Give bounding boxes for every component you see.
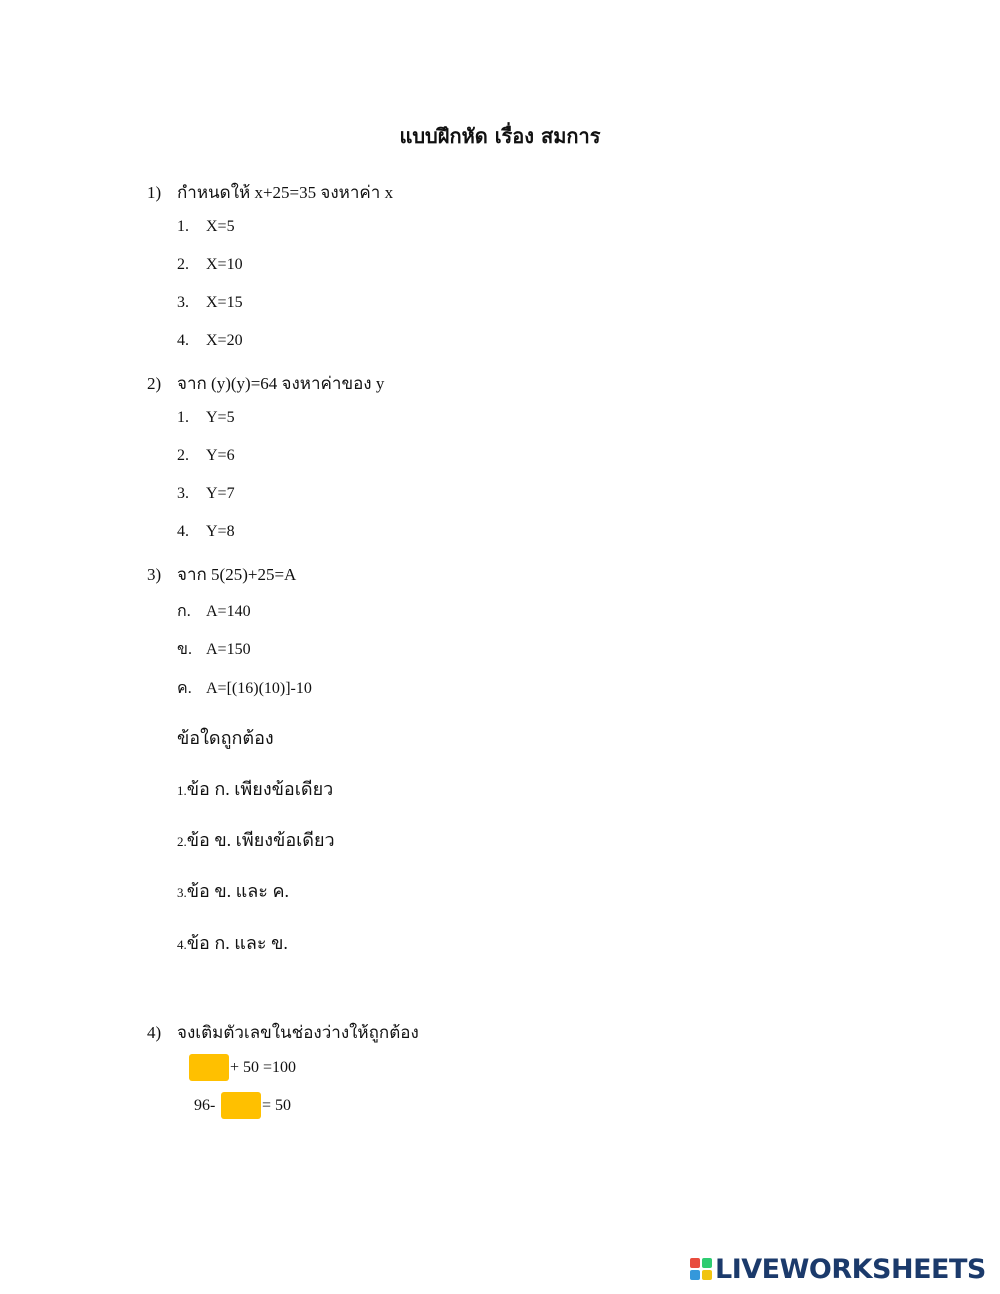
option-text: X=5 xyxy=(206,218,235,235)
option-text: Y=7 xyxy=(206,485,235,502)
option-number: 2. xyxy=(177,256,189,273)
option-number: 3. xyxy=(177,485,189,502)
question-2 xyxy=(147,370,384,397)
option-text: Y=8 xyxy=(206,523,235,540)
question-number: 3) xyxy=(147,565,162,584)
choice-number: 2. xyxy=(177,834,187,849)
statement-text: A=[(16)(10)]-10 xyxy=(206,680,312,697)
q3-statement-c xyxy=(177,676,312,701)
choice-text: ข้อ ก. เพียงข้อเดียว xyxy=(186,779,334,799)
statement-label: ข. xyxy=(177,641,192,658)
equation-2-rest: = 50 xyxy=(262,1097,292,1114)
option-text: X=10 xyxy=(206,256,243,273)
question-3 xyxy=(147,561,296,588)
choice-number: 1. xyxy=(177,783,187,798)
q3-choice-2[interactable] xyxy=(177,825,335,854)
question-number: 1) xyxy=(147,183,162,202)
q3-prompt: ข้อใดถูกต้อง xyxy=(177,728,274,748)
statement-label: ก. xyxy=(177,603,191,620)
choice-text: ข้อ ข. เพียงข้อเดียว xyxy=(186,830,335,850)
q1-option-2[interactable] xyxy=(177,256,243,274)
logo-text: LIVEWORKSHEETS xyxy=(715,1253,986,1285)
question-text: จาก (y)(y)=64 จงหาค่าของ y xyxy=(177,374,385,393)
option-text: Y=6 xyxy=(206,447,235,464)
question-text: จาก 5(25)+25=A xyxy=(177,565,297,584)
option-text: X=20 xyxy=(206,332,243,349)
choice-text: ข้อ ข. และ ค. xyxy=(186,881,290,901)
q2-option-4[interactable] xyxy=(177,523,235,541)
q2-option-2[interactable] xyxy=(177,447,235,465)
liveworksheets-logo xyxy=(690,1253,986,1285)
q3-statement-b xyxy=(177,637,251,662)
option-number: 4. xyxy=(177,332,189,349)
q1-option-3[interactable] xyxy=(177,294,243,312)
q3-choice-3[interactable] xyxy=(177,876,289,905)
equation-1-rest: + 50 =100 xyxy=(230,1059,297,1076)
q2-option-3[interactable] xyxy=(177,485,235,503)
question-1 xyxy=(147,179,393,206)
option-number: 1. xyxy=(177,409,189,426)
answer-blank-1[interactable] xyxy=(189,1054,229,1081)
page-title: แบบฝึกหัด เรื่อง สมการ xyxy=(399,124,601,148)
choice-text: ข้อ ก. และ ข. xyxy=(186,933,288,953)
q3-statement-a xyxy=(177,599,251,624)
q1-option-1[interactable] xyxy=(177,218,235,236)
question-4 xyxy=(147,1019,419,1046)
question-text: จงเติมตัวเลขในช่องว่างให้ถูกต้อง xyxy=(177,1023,419,1042)
option-number: 2. xyxy=(177,447,189,464)
question-number: 4) xyxy=(147,1023,162,1042)
choice-number: 3. xyxy=(177,885,187,900)
option-text: Y=5 xyxy=(206,409,235,426)
statement-label: ค. xyxy=(177,680,192,697)
question-text: กำหนดให้ x+25=35 จงหาค่า x xyxy=(177,183,394,202)
q3-choice-4[interactable] xyxy=(177,928,288,957)
option-number: 4. xyxy=(177,523,189,540)
question-number: 2) xyxy=(147,374,162,393)
logo-mark-icon xyxy=(690,1258,712,1280)
option-number: 1. xyxy=(177,218,189,235)
statement-text: A=150 xyxy=(206,641,251,658)
equation-2-start: 96- xyxy=(194,1097,216,1114)
choice-number: 4. xyxy=(177,937,187,952)
option-text: X=15 xyxy=(206,294,243,311)
q2-option-1[interactable] xyxy=(177,409,235,427)
q3-choice-1[interactable] xyxy=(177,774,333,803)
option-number: 3. xyxy=(177,294,189,311)
answer-blank-2[interactable] xyxy=(221,1092,261,1119)
statement-text: A=140 xyxy=(206,603,251,620)
q1-option-4[interactable] xyxy=(177,332,243,350)
